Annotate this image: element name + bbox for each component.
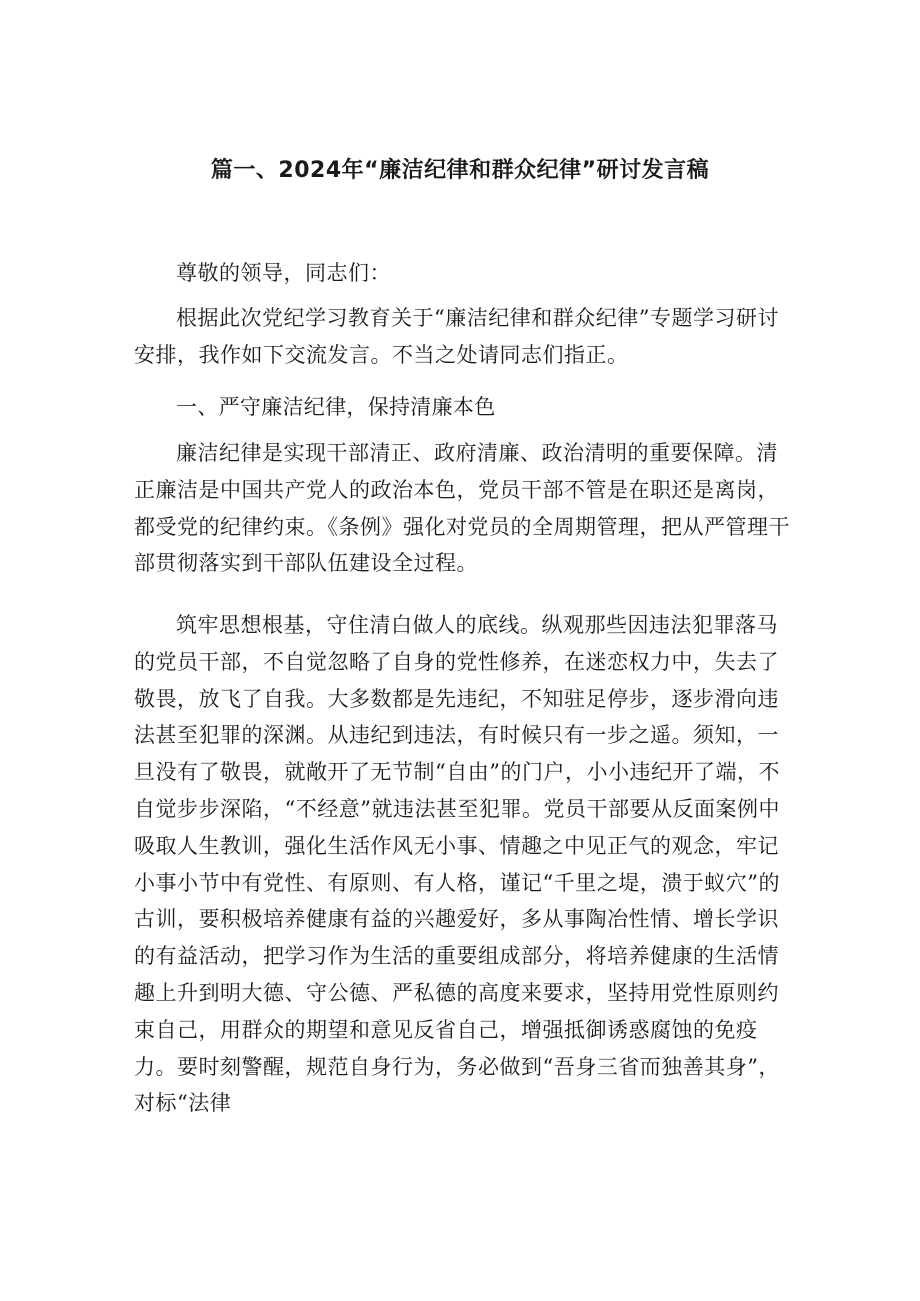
document-title: 篇一、2024年“廉洁纪律和群众纪律”研讨发言稿 (210, 158, 710, 183)
intro-paragraph: 根据此次党纪学习教育关于“廉洁纪律和群众纪律”专题学习研讨安排，我作如下交流发言。不当之处请同志们指正。 (134, 306, 779, 367)
salutation: 尊敬的领导，同志们： (176, 261, 391, 285)
section-heading: 一、严守廉洁纪律，保持清廉本色 (176, 395, 496, 419)
body-paragraph-1: 廉洁纪律是实现干部清正、政府清廉、政治清明的重要保障。清正廉洁是中国共产党人的政治本色，党员干部不管是在职还是离岗，都受党的纪律约束。《条例》强化对党员的全周期管理，把从严管理干部贯彻落实到干部队伍建设全过程。 (134, 441, 790, 576)
body-paragraph-2: 筑牢思想根基，守住清白做人的底线。纵观那些因违法犯罪落马的党员干部，不自觉忽略了自身的党性修养，在迷恋权力中，失去了敬畏，放飞了自我。大多数都是先违纪，不知驻足停步，逐步滑向违法甚至犯罪的深渊。从违纪到违法，有时候只有一步之遥。须知，一旦没有了敬畏，就敞开了无节制“自由”的门户，小小违纪开了端，不自觉步步深陷，“不经意”就违法甚至犯罪。党员干部要从反面案例中吸取人生教训，强化生活作风无小事、情趣之中见正气的观念，牢记小事小节中有党性、有原则、有人格，谨记“千里之堤，溃于蚁穴”的古训，要积极培养健康有益的兴趣爱好，多从事陶冶性情、增长学识的有益活动，把学习作为生活的重要组成部分，将培养健康的生活情趣上升到明大德、守公德、严私德的高度来要求，坚持用党性原则约束自己，用群众的期望和意见反省自己，增强抵御诱惑腐蚀的免疫力。要时刻警醒，规范自身行为，务必做到“吾身三省而独善其身”，对标“法律 (134, 613, 780, 1116)
